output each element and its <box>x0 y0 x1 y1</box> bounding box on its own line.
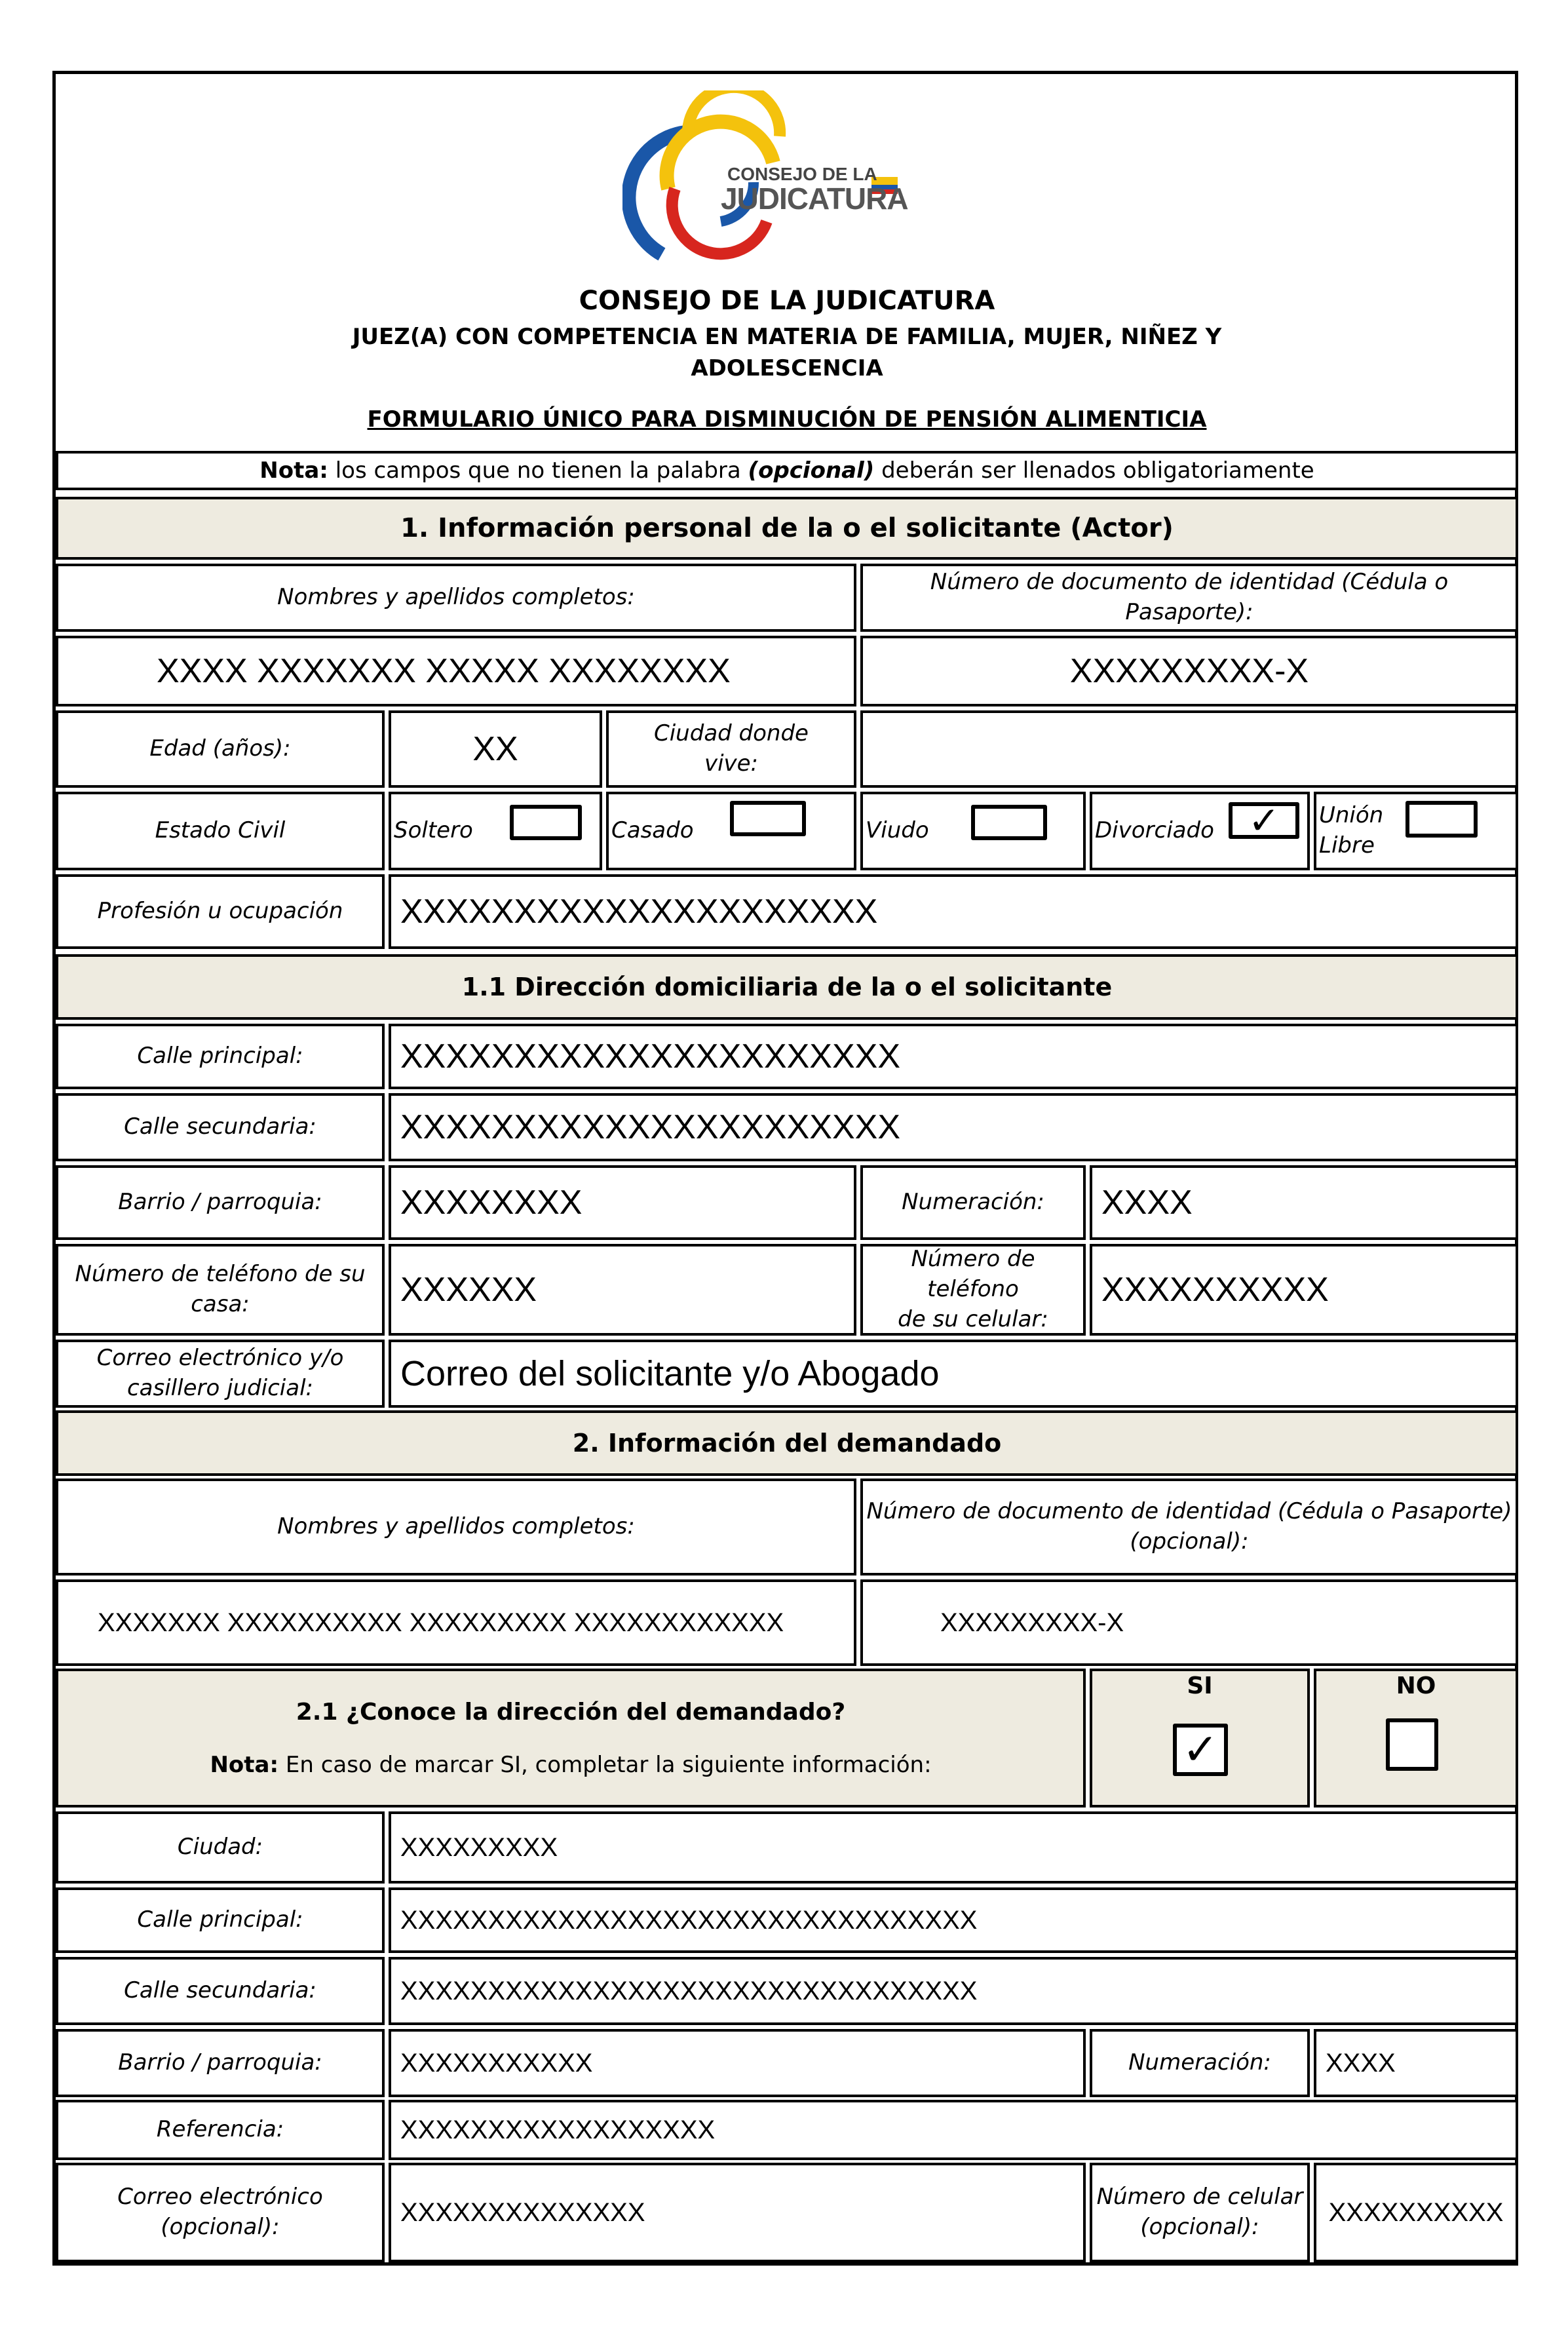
main-street-label-cell <box>56 1024 385 1089</box>
actor-names-label-cell <box>56 564 856 632</box>
defendant-names-value: XXXXXXX XXXXXXXXXX XXXXXXXXX XXXXXXXXXXXX <box>98 1608 784 1637</box>
no-checkbox[interactable] <box>1386 1718 1438 1771</box>
home-phone-label-2: casa: <box>191 1291 250 1317</box>
defendant-neighborhood-field[interactable] <box>389 2029 1086 2097</box>
actor-doc-label-2: Pasaporte): <box>1125 599 1253 625</box>
actor-doc-field[interactable] <box>860 636 1518 706</box>
note-bold: Nota: <box>259 457 328 484</box>
main-street-value: XXXXXXXXXXXXXXXXXXXXXX <box>400 1037 901 1075</box>
form-header-subtitle-1: JUEZ(A) CON COMPETENCIA EN MATERIA DE FAMILIA, MUJER, NIÑEZ Y <box>352 324 1222 350</box>
home-phone-value: XXXXXX <box>400 1271 537 1309</box>
neighborhood-label-cell <box>56 1165 385 1240</box>
reference-value: XXXXXXXXXXXXXXXXXX <box>400 2115 716 2144</box>
defendant-cell-label-2: (opcional): <box>1140 2214 1259 2240</box>
defendant-neighborhood-label: Barrio / parroquia: <box>118 2049 322 2076</box>
defendant-main-street-label-cell <box>56 1887 385 1953</box>
actor-names-value: XXXX XXXXXXX XXXXX XXXXXXXX <box>157 652 731 690</box>
profession-label-cell <box>56 874 385 949</box>
yes-label: SI <box>1187 1672 1213 1699</box>
house-number-field[interactable] <box>1090 1165 1518 1240</box>
defendant-city-label-cell <box>56 1811 385 1884</box>
form-header-subtitle-2: ADOLESCENCIA <box>691 355 883 381</box>
defendant-doc-label-2: (opcional): <box>1130 1528 1249 1555</box>
secondary-street-label-cell <box>56 1093 385 1161</box>
cell-phone-value: XXXXXXXXXX <box>1101 1271 1329 1309</box>
house-number-label: Numeración: <box>902 1189 1044 1216</box>
home-phone-label-cell <box>56 1244 385 1336</box>
section-2-1-note-bold: Nota: <box>210 1751 279 1778</box>
house-number-value: XXXX <box>1101 1184 1193 1222</box>
civil-option-label-1: Unión <box>1319 802 1384 829</box>
defendant-doc-label-cell <box>860 1479 1518 1575</box>
note-optional: (opcional) <box>748 457 875 484</box>
age-value: XX <box>472 730 518 768</box>
defendant-email-field[interactable] <box>389 2163 1086 2262</box>
civil-checkbox-casado[interactable] <box>730 801 806 836</box>
defendant-number-field[interactable] <box>1314 2029 1518 2097</box>
home-phone-label-1: Número de teléfono de su <box>75 1261 366 1288</box>
defendant-number-label: Numeración: <box>1128 2049 1271 2076</box>
actor-doc-value: XXXXXXXXX-X <box>1069 652 1309 690</box>
defendant-doc-value: XXXXXXXXX-X <box>940 1608 1124 1637</box>
civil-option-label: Viudo <box>866 817 929 844</box>
defendant-number-label-cell <box>1090 2029 1310 2097</box>
city-field[interactable] <box>860 710 1518 788</box>
reference-label-cell <box>56 2100 385 2160</box>
defendant-city-field[interactable] <box>389 1811 1518 1884</box>
civil-option-label: Soltero <box>394 817 473 844</box>
defendant-main-street-value: XXXXXXXXXXXXXXXXXXXXXXXXXXXXXXXXX <box>400 1905 978 1935</box>
defendant-secondary-street-value: XXXXXXXXXXXXXXXXXXXXXXXXXXXXXXXXX <box>400 1976 978 2005</box>
defendant-doc-label-1: Número de documento de identidad (Cédula o Pasaporte) <box>866 1498 1512 1525</box>
note-row <box>56 451 1518 490</box>
actor-doc-label-cell <box>860 564 1518 632</box>
section-1-1-title: 1.1 Dirección domiciliaria de la o el solicitante <box>461 973 1113 1001</box>
logo-line1: CONSEJO DE LA <box>727 164 877 184</box>
cell-phone-label-1: Número de teléfono <box>911 1246 1035 1303</box>
no-label: NO <box>1396 1672 1436 1699</box>
main-street-field[interactable] <box>389 1024 1518 1089</box>
civil-checkbox-divorciado[interactable]: ✓ <box>1229 802 1299 839</box>
defendant-number-value: XXXX <box>1326 2048 1396 2078</box>
main-street-label: Calle principal: <box>137 1043 303 1070</box>
note-text-2: deberán ser llenados obligatoriamente <box>874 457 1314 484</box>
form-header-title: CONSEJO DE LA JUDICATURA <box>579 286 995 316</box>
actor-names-label: Nombres y apellidos completos: <box>277 584 635 611</box>
yes-checkbox[interactable]: ✓ <box>1173 1724 1228 1776</box>
profession-field[interactable] <box>389 874 1518 949</box>
profession-value: XXXXXXXXXXXXXXXXXXXXX <box>400 893 878 931</box>
city-label-cell <box>606 710 856 788</box>
age-label-cell <box>56 710 385 788</box>
email-label-1: Correo electrónico y/o <box>96 1345 344 1372</box>
defendant-neighborhood-value: XXXXXXXXXXX <box>400 2048 593 2078</box>
neighborhood-label: Barrio / parroquia: <box>118 1189 322 1216</box>
section-1-title: 1. Información personal de la o el solicitante (Actor) <box>400 513 1174 543</box>
section-2-title: 2. Información del demandado <box>572 1429 1002 1458</box>
civil-checkbox-viudo[interactable] <box>971 805 1047 840</box>
defendant-city-value: XXXXXXXXX <box>400 1832 558 1862</box>
secondary-street-label: Calle secundaria: <box>124 1113 316 1140</box>
defendant-cell-label-cell <box>1090 2163 1310 2262</box>
defendant-email-label-1: Correo electrónico <box>117 2184 323 2211</box>
defendant-main-street-label: Calle principal: <box>137 1906 303 1933</box>
age-field[interactable] <box>389 710 602 788</box>
email-label-cell <box>56 1340 385 1408</box>
defendant-email-label-cell <box>56 2163 385 2262</box>
defendant-cell-field[interactable] <box>1314 2163 1518 2262</box>
defendant-secondary-street-field[interactable] <box>389 1957 1518 2025</box>
secondary-street-field[interactable] <box>389 1093 1518 1161</box>
cell-phone-label-cell <box>860 1244 1086 1336</box>
defendant-cell-label-1: Número de celular <box>1096 2184 1303 2211</box>
age-label: Edad (años): <box>149 735 291 762</box>
neighborhood-value: XXXXXXXX <box>400 1184 583 1222</box>
section-2-1-note-text: En caso de marcar SI, completar la siguiente información: <box>278 1751 932 1778</box>
email-label-2: casillero judicial: <box>126 1375 313 1401</box>
defendant-email-value: XXXXXXXXXXXXXX <box>400 2197 645 2227</box>
defendant-names-label: Nombres y apellidos completos: <box>277 1513 635 1540</box>
city-label-1: Ciudad donde <box>654 720 809 747</box>
civil-option-label-2: Libre <box>1319 832 1375 859</box>
email-field[interactable] <box>389 1340 1518 1408</box>
profession-label: Profesión u ocupación <box>97 898 343 925</box>
defendant-secondary-street-label: Calle secundaria: <box>124 1977 316 2004</box>
secondary-street-value: XXXXXXXXXXXXXXXXXXXXXX <box>400 1108 901 1146</box>
defendant-cell-value: XXXXXXXXXX <box>1328 2197 1504 2227</box>
email-value: Correo del solicitante y/o Abogado <box>400 1354 940 1393</box>
reference-label: Referencia: <box>156 2116 284 2143</box>
judicatura-logo <box>622 90 911 261</box>
section-2-1-question: 2.1 ¿Conoce la dirección del demandado? <box>296 1698 846 1726</box>
defendant-secondary-street-label-cell <box>56 1957 385 2025</box>
home-phone-field[interactable] <box>389 1244 856 1336</box>
defendant-names-label-cell <box>56 1479 856 1575</box>
city-label-2: vive: <box>704 750 759 777</box>
logo-line2: JUDICATURA <box>721 182 908 216</box>
neighborhood-field[interactable] <box>389 1165 856 1240</box>
civil-status-label: Estado Civil <box>155 817 286 844</box>
house-number-label-cell <box>860 1165 1086 1240</box>
section-1-header <box>56 497 1518 560</box>
defendant-email-label-2: (opcional): <box>161 2214 280 2240</box>
note-text-1: los campos que no tienen la palabra <box>328 457 748 484</box>
defendant-doc-field[interactable] <box>860 1579 1518 1666</box>
section-1-1-header <box>56 954 1518 1020</box>
defendant-neighborhood-label-cell <box>56 2029 385 2097</box>
actor-names-field[interactable] <box>56 636 856 706</box>
civil-checkbox-union-libre[interactable] <box>1405 801 1478 838</box>
cell-phone-label-2: de su celular: <box>898 1305 1048 1332</box>
section-2-1-header <box>56 1669 1086 1807</box>
section-2-header <box>56 1410 1518 1476</box>
defendant-names-field[interactable] <box>56 1579 856 1666</box>
defendant-main-street-field[interactable] <box>389 1887 1518 1953</box>
actor-doc-label-1: Número de documento de identidad (Cédula o <box>930 569 1449 596</box>
reference-field[interactable] <box>389 2100 1518 2160</box>
civil-status-label-cell <box>56 792 385 870</box>
cell-phone-field[interactable] <box>1090 1244 1518 1336</box>
civil-option-label: Casado <box>611 817 694 844</box>
civil-checkbox-soltero[interactable] <box>510 805 582 840</box>
form-title: FORMULARIO ÚNICO PARA DISMINUCIÓN DE PENSIÓN ALIMENTICIA <box>367 406 1207 433</box>
civil-option-label: Divorciado <box>1095 817 1214 844</box>
defendant-city-label: Ciudad: <box>177 1834 263 1861</box>
